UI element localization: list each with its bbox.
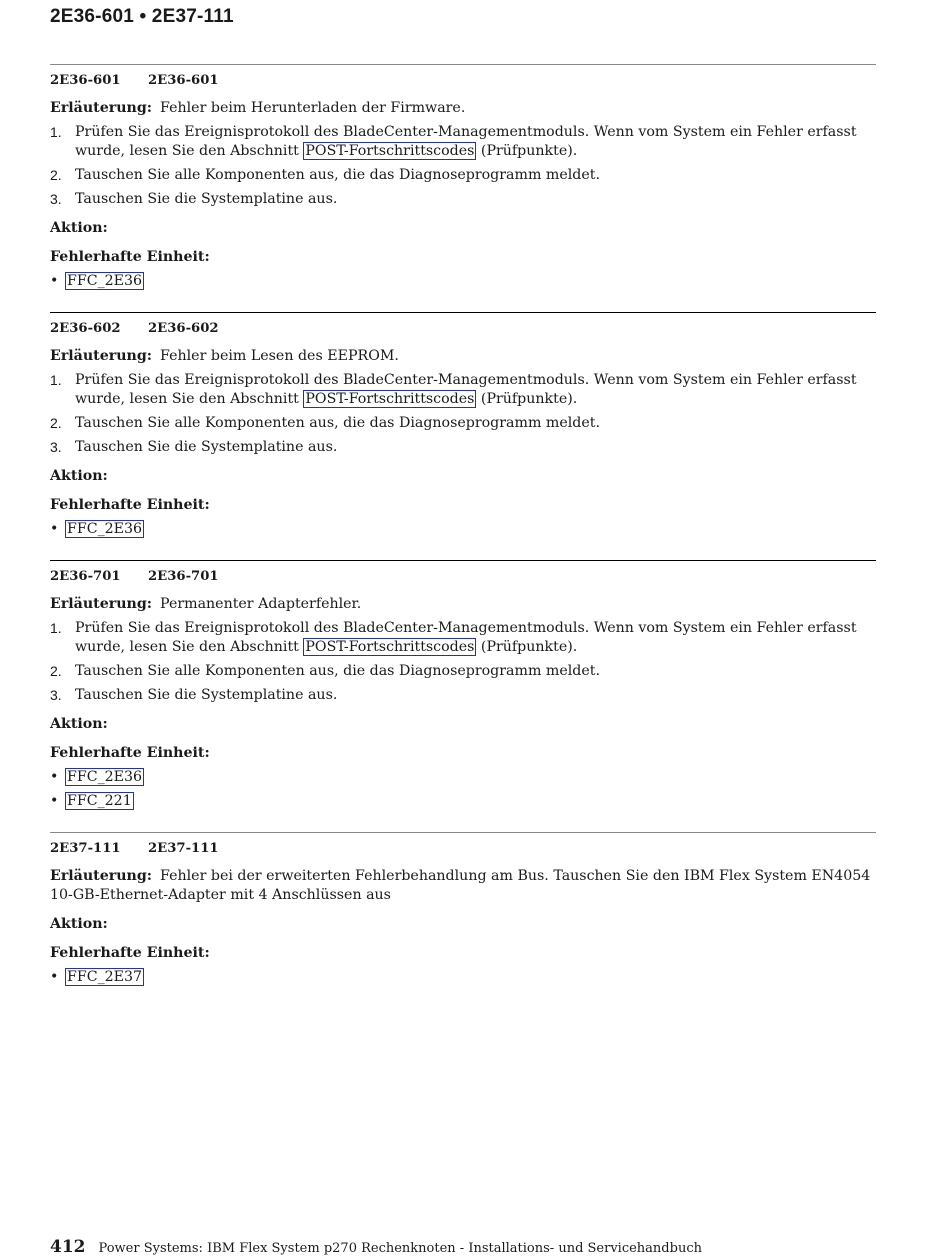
explanation-text: Permanenter Adapterfehler.: [160, 596, 362, 612]
fru-label: Fehlerhafte Einheit:: [50, 945, 210, 961]
bullet: •: [50, 273, 59, 289]
explanation: [50, 99, 876, 118]
step-text: Prüfen Sie das Ereignisprotokoll des BladeCenter-Managementmoduls. Wenn vom System ein Fehler erfasst wurde, lesen Sie den Abschnitt: [75, 124, 857, 159]
step-number: 2.: [50, 415, 62, 431]
error-code: 2E36-602: [50, 321, 121, 336]
error-code-secondary: 2E36-602: [148, 321, 219, 336]
fru-item: [50, 520, 876, 539]
step-number: 3.: [50, 191, 62, 207]
fru-item: [50, 272, 876, 291]
step-text: Tauschen Sie die Systemplatine aus.: [75, 439, 338, 455]
step-list: [50, 123, 876, 209]
fru-item: [50, 968, 876, 987]
step-item: [50, 619, 876, 657]
explanation: [50, 867, 876, 905]
error-code-entry: [50, 832, 876, 987]
step-number: 3.: [50, 439, 62, 455]
error-code: 2E37-111: [50, 841, 121, 856]
fru-link[interactable]: FFC_2E37: [67, 969, 143, 985]
page-footer: [50, 1237, 702, 1257]
error-code-secondary: 2E36-701: [148, 569, 219, 584]
explanation-text: Fehler beim Lesen des EEPROM.: [160, 348, 399, 364]
step-number: 1.: [50, 372, 62, 388]
error-code-secondary: 2E37-111: [148, 841, 219, 856]
explanation-text: Fehler bei der erweiterten Fehlerbehandlung am Bus. Tauschen Sie den IBM Flex System EN4054 10-GB-Ethernet-Adapter mit 4 Anschlüssen aus: [50, 868, 871, 903]
fru-link[interactable]: FFC_2E36: [67, 273, 143, 289]
step-text-after: (Prüfpunkte).: [476, 143, 578, 159]
error-code-entry: [50, 64, 876, 291]
explanation: [50, 347, 876, 366]
error-code: 2E36-601: [50, 73, 121, 88]
explanation-text: Fehler beim Herunterladen der Firmware.: [160, 100, 466, 116]
fru-link[interactable]: FFC_2E36: [67, 521, 143, 537]
fru-list: [50, 520, 876, 539]
entry-heading: [50, 567, 876, 586]
step-list: [50, 371, 876, 457]
fru-list: [50, 272, 876, 291]
explanation: [50, 595, 876, 614]
step-item: [50, 662, 876, 681]
step-item: [50, 438, 876, 457]
error-code-entry: [50, 560, 876, 811]
step-text: Tauschen Sie alle Komponenten aus, die das Diagnoseprogramm meldet.: [75, 663, 600, 679]
post-progress-codes-link[interactable]: POST-Fortschrittscodes: [305, 391, 475, 407]
fru-item: [50, 768, 876, 787]
footer-text: Power Systems: IBM Flex System p270 Rechenknoten - Installations- und Servicehandbuch: [98, 1241, 702, 1256]
fru-link[interactable]: FFC_221: [67, 793, 132, 809]
fru-label: Fehlerhafte Einheit:: [50, 249, 210, 265]
step-text: Tauschen Sie alle Komponenten aus, die das Diagnoseprogramm meldet.: [75, 415, 600, 431]
fru-label: Fehlerhafte Einheit:: [50, 745, 210, 761]
content: [50, 64, 876, 1008]
step-text: Prüfen Sie das Ereignisprotokoll des BladeCenter-Managementmoduls. Wenn vom System ein Fehler erfasst wurde, lesen Sie den Abschnitt: [75, 620, 857, 655]
action-label: Aktion:: [50, 468, 108, 484]
post-progress-codes-link[interactable]: POST-Fortschrittscodes: [305, 143, 475, 159]
page-header: 2E36-601 • 2E37-111: [50, 6, 234, 27]
fru-list: [50, 968, 876, 987]
explanation-label: Erläuterung:: [50, 868, 153, 884]
step-number: 2.: [50, 663, 62, 679]
bullet: •: [50, 769, 59, 785]
bullet: •: [50, 521, 59, 537]
bullet: •: [50, 793, 59, 809]
action-label: Aktion:: [50, 916, 108, 932]
step-text-after: (Prüfpunkte).: [476, 391, 578, 407]
step-item: [50, 166, 876, 185]
fru-link[interactable]: FFC_2E36: [67, 769, 143, 785]
fru-label: Fehlerhafte Einheit:: [50, 497, 210, 513]
step-number: 2.: [50, 167, 62, 183]
fru-item: [50, 792, 876, 811]
action-label: Aktion:: [50, 716, 108, 732]
step-item: [50, 686, 876, 705]
entry-heading: [50, 319, 876, 338]
step-number: 3.: [50, 687, 62, 703]
step-text-after: (Prüfpunkte).: [476, 639, 578, 655]
fru-list: [50, 768, 876, 811]
step-number: 1.: [50, 620, 62, 636]
error-code-entry: [50, 312, 876, 539]
action-label: Aktion:: [50, 220, 108, 236]
entry-heading: [50, 839, 876, 858]
step-text: Tauschen Sie die Systemplatine aus.: [75, 191, 338, 207]
step-number: 1.: [50, 124, 62, 140]
bullet: •: [50, 969, 59, 985]
explanation-label: Erläuterung:: [50, 348, 153, 364]
step-text: Tauschen Sie alle Komponenten aus, die das Diagnoseprogramm meldet.: [75, 167, 600, 183]
step-item: [50, 414, 876, 433]
error-code-secondary: 2E36-601: [148, 73, 219, 88]
page-number: 412: [50, 1237, 86, 1257]
post-progress-codes-link[interactable]: POST-Fortschrittscodes: [305, 639, 475, 655]
step-item: [50, 123, 876, 161]
step-list: [50, 619, 876, 705]
step-text: Tauschen Sie die Systemplatine aus.: [75, 687, 338, 703]
step-item: [50, 190, 876, 209]
error-code: 2E36-701: [50, 569, 121, 584]
explanation-label: Erläuterung:: [50, 596, 153, 612]
step-text: Prüfen Sie das Ereignisprotokoll des BladeCenter-Managementmoduls. Wenn vom System ein Fehler erfasst wurde, lesen Sie den Abschnitt: [75, 372, 857, 407]
explanation-label: Erläuterung:: [50, 100, 153, 116]
step-item: [50, 371, 876, 409]
entry-heading: [50, 71, 876, 90]
